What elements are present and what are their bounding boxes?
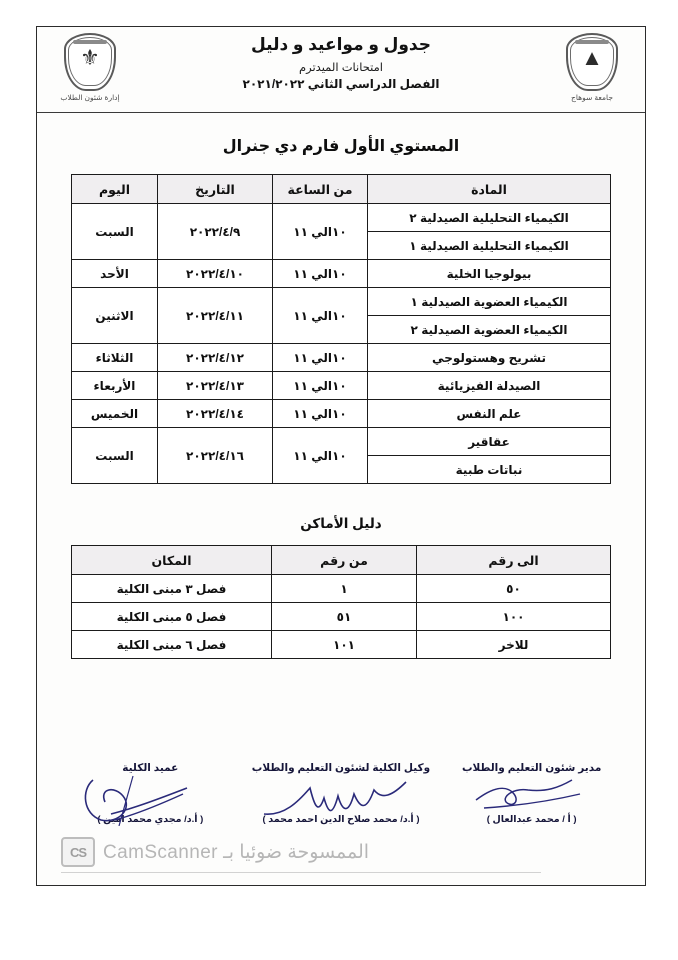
handwritten-signature	[246, 774, 437, 814]
table-row	[72, 575, 611, 603]
schedule-cell-hour: ١٠الي ١١	[273, 400, 368, 428]
table-row	[72, 372, 611, 400]
document-term: الفصل الدراسي الثاني ٢٠٢١/٢٠٢٢	[242, 77, 440, 91]
schedule-cell-subject: الكيمياء التحليلية الصيدلية ٢	[368, 204, 611, 232]
schedule-cell-subject: الكيمياء العضوية الصيدلية ٢	[368, 316, 611, 344]
places-table-wrapper	[71, 545, 611, 659]
schedule-cell-day: الثلاثاء	[72, 344, 158, 372]
schedule-cell-day: السبت	[72, 204, 158, 260]
schedule-header-row	[72, 175, 611, 204]
document-header	[37, 27, 645, 113]
university-crest-icon: ▲	[566, 33, 618, 91]
level-title: المستوي الأول فارم دي جنرال	[222, 138, 460, 155]
signature-block	[246, 762, 437, 825]
faculty-logo-caption: إدارة شئون الطلاب	[60, 93, 120, 102]
signature-block	[436, 762, 627, 825]
schedule-cell-hour: ١٠الي ١١	[273, 372, 368, 400]
signature-name: ( أ.د/ محمد صلاح الدين احمد محمد )	[262, 814, 420, 825]
document-subtitle: امتحانات الميدترم	[299, 62, 383, 74]
places-cell-from: ١	[272, 575, 417, 603]
schedule-cell-date: ٢٠٢٢/٤/١٦	[158, 428, 273, 484]
table-row	[72, 603, 611, 631]
table-row	[72, 428, 611, 456]
document-title: جدول و مواعيد و دليل	[250, 35, 432, 54]
places-cell-from: ١٠١	[272, 631, 417, 659]
column-header-date: التاريخ	[158, 175, 273, 204]
signature-block	[55, 762, 246, 825]
table-row	[72, 344, 611, 372]
camscanner-badge-icon: CS	[61, 837, 95, 867]
table-row	[72, 288, 611, 316]
schedule-cell-date: ٢٠٢٢/٤/٩	[158, 204, 273, 260]
column-header-to: الى رقم	[417, 546, 611, 575]
university-logo-caption: جامعة سوهاج	[571, 93, 613, 102]
handwritten-signature	[55, 774, 246, 814]
places-cell-to: للاخر	[417, 631, 611, 659]
schedule-table-wrapper	[71, 174, 611, 484]
document-sheet	[36, 26, 646, 886]
places-cell-place: فصل ٥ مبنى الكلية	[72, 603, 272, 631]
exam-schedule-table	[71, 174, 611, 484]
schedule-cell-subject: نباتات طبية	[368, 456, 611, 484]
schedule-cell-hour: ١٠الي ١١	[273, 428, 368, 484]
signature-role: مدير شئون التعليم والطلاب	[461, 762, 602, 774]
column-header-hour: من الساعة	[273, 175, 368, 204]
schedule-cell-date: ٢٠٢٢/٤/١١	[158, 288, 273, 344]
table-row	[72, 260, 611, 288]
places-guide-table	[71, 545, 611, 659]
schedule-cell-day: الأربعاء	[72, 372, 158, 400]
signature-name: ( أ.د/ مجدي محمد امين )	[97, 814, 204, 825]
handwritten-signature	[436, 774, 627, 814]
pharmacy-crest-icon: ⚜	[64, 33, 116, 91]
table-row	[72, 631, 611, 659]
schedule-cell-hour: ١٠الي ١١	[273, 204, 368, 260]
schedule-cell-day: الاثنين	[72, 288, 158, 344]
schedule-cell-subject: بيولوجيا الخلية	[368, 260, 611, 288]
schedule-cell-date: ٢٠٢٢/٤/١٤	[158, 400, 273, 428]
schedule-cell-subject: الكيمياء العضوية الصيدلية ١	[368, 288, 611, 316]
schedule-cell-subject: الكيمياء التحليلية الصيدلية ١	[368, 232, 611, 260]
schedule-cell-date: ٢٠٢٢/٤/١٢	[158, 344, 273, 372]
camscanner-watermark	[61, 837, 369, 867]
schedule-cell-subject: علم النفس	[368, 400, 611, 428]
schedule-cell-date: ٢٠٢٢/٤/١٣	[158, 372, 273, 400]
signature-area	[37, 762, 645, 825]
watermark-underline	[61, 872, 541, 873]
signature-role: عميد الكلية	[122, 762, 179, 774]
places-cell-to: ١٠٠	[417, 603, 611, 631]
schedule-cell-day: الخميس	[72, 400, 158, 428]
places-cell-to: ٥٠	[417, 575, 611, 603]
column-header-place: المكان	[72, 546, 272, 575]
schedule-cell-hour: ١٠الي ١١	[273, 260, 368, 288]
table-row	[72, 400, 611, 428]
university-logo	[553, 33, 631, 102]
table-row	[72, 204, 611, 232]
schedule-cell-subject: تشريح وهستولوجي	[368, 344, 611, 372]
signature-role: وكيل الكلية لشئون التعليم والطلاب	[251, 762, 431, 774]
schedule-cell-hour: ١٠الي ١١	[273, 344, 368, 372]
places-cell-place: فصل ٣ مبنى الكلية	[72, 575, 272, 603]
column-header-day: اليوم	[72, 175, 158, 204]
watermark-text: الممسوحة ضوئيا بـ CamScanner	[103, 841, 370, 863]
places-cell-place: فصل ٦ مبنى الكلية	[72, 631, 272, 659]
schedule-cell-subject: عقاقير	[368, 428, 611, 456]
column-header-from: من رقم	[272, 546, 417, 575]
schedule-cell-hour: ١٠الي ١١	[273, 288, 368, 344]
schedule-cell-day: السبت	[72, 428, 158, 484]
signature-name: ( أ / محمد عبدالعال )	[486, 814, 577, 825]
places-guide-title: دليل الأماكن	[300, 516, 382, 531]
places-cell-from: ٥١	[272, 603, 417, 631]
schedule-cell-subject: الصيدلة الفيزيائية	[368, 372, 611, 400]
schedule-cell-day: الأحد	[72, 260, 158, 288]
schedule-cell-date: ٢٠٢٢/٤/١٠	[158, 260, 273, 288]
column-header-subject: المادة	[368, 175, 611, 204]
places-header-row	[72, 546, 611, 575]
